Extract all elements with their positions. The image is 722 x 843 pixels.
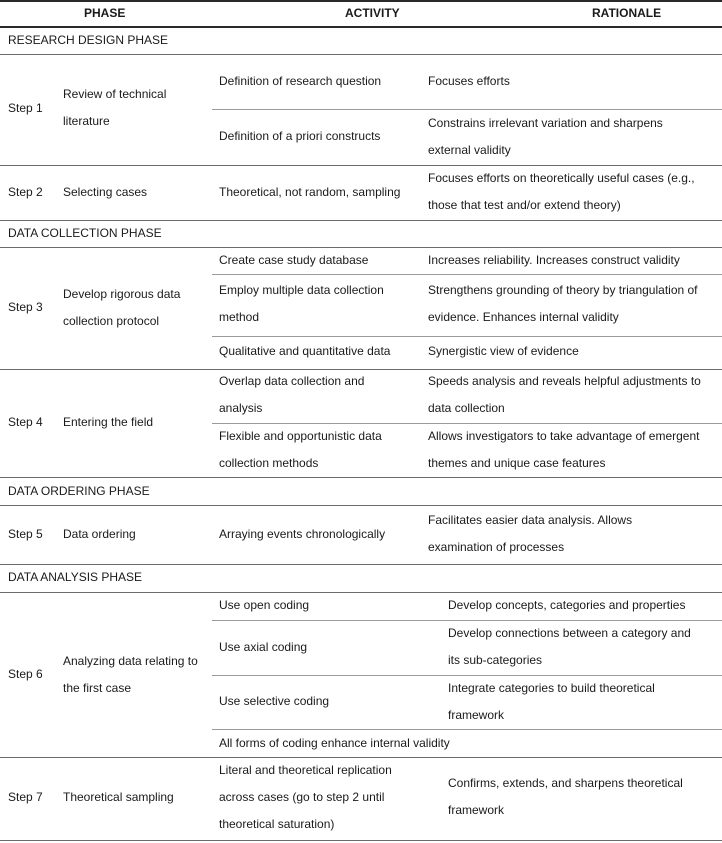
rule-inner — [212, 274, 722, 275]
rationale-text: Focuses efforts on theoretically useful cases (e.g., — [428, 171, 695, 185]
phase-text: collection protocol — [63, 314, 160, 328]
activity-text: Arraying events chronologically — [219, 527, 386, 541]
coding-note: All forms of coding enhance internal validity — [219, 736, 450, 750]
section-data-analysis: DATA ANALYSIS PHASE — [8, 570, 143, 584]
phase-text: Entering the field — [63, 415, 154, 429]
rationale-text: Integrate categories to build theoretical — [448, 681, 655, 695]
rationale-text: evidence. Enhances internal validity — [428, 310, 619, 324]
rationale-text: data collection — [428, 401, 505, 415]
activity-text: Use open coding — [219, 598, 310, 612]
rationale-text: Develop connections between a category and — [448, 626, 691, 640]
activity-text: Create case study database — [219, 253, 369, 267]
rationale-text: Increases reliability. Increases construct validity — [428, 253, 680, 267]
activity-text: Qualitative and quantitative data — [219, 344, 391, 358]
rule — [0, 505, 722, 506]
phase-text: Theoretical sampling — [63, 790, 174, 804]
activity-text: Overlap data collection and — [219, 374, 365, 388]
rule-inner — [212, 336, 722, 337]
header-rationale: RATIONALE — [592, 6, 662, 20]
phase-text: Develop rigorous data — [63, 287, 181, 301]
activity-text: Flexible and opportunistic data — [219, 429, 382, 443]
activity-text: collection methods — [219, 456, 319, 470]
rationale-text: Facilitates easier data analysis. Allows — [428, 513, 633, 527]
header-phase: PHASE — [84, 6, 126, 20]
phase-text: Selecting cases — [63, 185, 148, 199]
table-bottom-rule — [0, 840, 722, 841]
activity-text: Use axial coding — [219, 640, 308, 654]
rationale-text: external validity — [428, 143, 511, 157]
activity-text: theoretical saturation) — [219, 817, 335, 831]
activity-text: analysis — [219, 401, 263, 415]
rationale-text: Strengthens grounding of theory by triangulation of — [428, 283, 698, 297]
rationale-text: Constrains irrelevant variation and sharpens — [428, 116, 663, 130]
rule — [0, 54, 722, 55]
rationale-text: those that test and/or extend theory) — [428, 198, 621, 212]
rationale-text: examination of processes — [428, 540, 565, 554]
activity-text: Definition of a priori constructs — [219, 129, 381, 143]
rationale-text: Focuses efforts — [428, 74, 510, 88]
activity-text: Employ multiple data collection — [219, 283, 384, 297]
step-label: Step 7 — [8, 790, 43, 804]
rationale-text: Confirms, extends, and sharpens theoretical — [448, 776, 683, 790]
activity-text: across cases (go to step 2 until — [219, 790, 385, 804]
rationale-text: themes and unique case features — [428, 456, 606, 470]
section-data-collection: DATA COLLECTION PHASE — [8, 226, 162, 240]
step-label: Step 4 — [8, 415, 43, 429]
rationale-text: Synergistic view of evidence — [428, 344, 579, 358]
phase-text: the first case — [63, 681, 132, 695]
rationale-text: framework — [448, 803, 505, 817]
activity-text: method — [219, 310, 260, 324]
phase-text: Analyzing data relating to — [63, 654, 198, 668]
step-label: Step 3 — [8, 300, 43, 314]
phase-text: literature — [63, 114, 110, 128]
rationale-text: Speeds analysis and reveals helpful adjustments to — [428, 374, 701, 388]
rationale-text: framework — [448, 708, 505, 722]
step-label: Step 2 — [8, 185, 43, 199]
step-label: Step 5 — [8, 527, 43, 541]
rationale-text: its sub-categories — [448, 653, 543, 667]
activity-text: Definition of research question — [219, 74, 382, 88]
phase-text: Data ordering — [63, 527, 136, 541]
section-data-ordering: DATA ORDERING PHASE — [8, 484, 150, 498]
rationale-text: Develop concepts, categories and properties — [448, 598, 686, 612]
step-label: Step 6 — [8, 667, 43, 681]
activity-text: Theoretical, not random, sampling — [219, 185, 401, 199]
activity-text: Literal and theoretical replication — [219, 763, 392, 777]
phase-text: Review of technical — [63, 87, 167, 101]
header-activity: ACTIVITY — [345, 6, 400, 20]
section-research-design: RESEARCH DESIGN PHASE — [8, 33, 169, 47]
rationale-text: Allows investigators to take advantage of emergent — [428, 429, 700, 443]
activity-text: Use selective coding — [219, 694, 330, 708]
step-label: Step 1 — [8, 101, 43, 115]
